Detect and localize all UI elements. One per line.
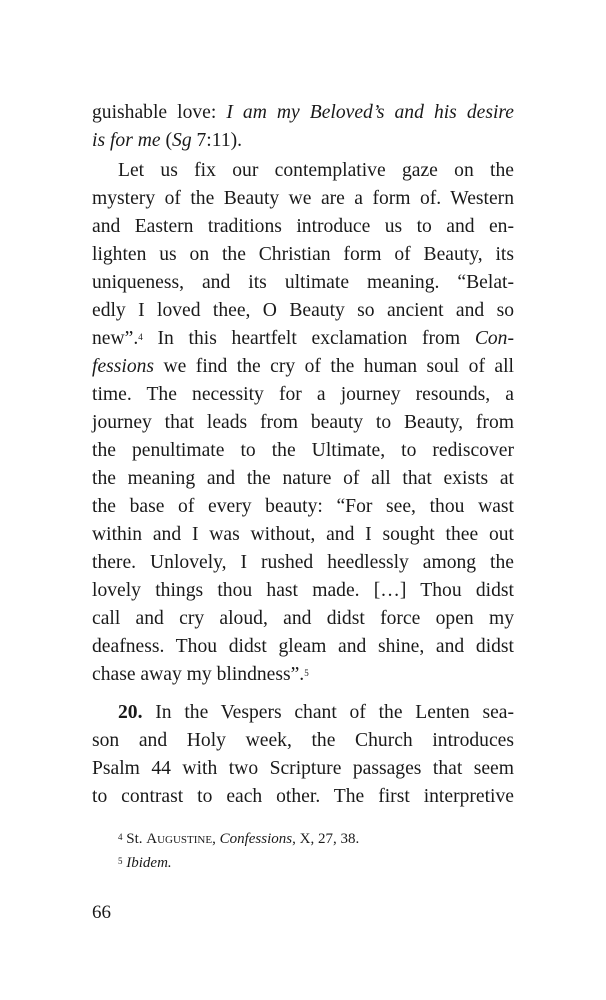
text-line: call and cry aloud, and didst force open my (92, 608, 514, 629)
book-title: Confessions (219, 831, 293, 847)
footnote-marker: 5 (118, 856, 123, 866)
text-run: guishable love: (92, 102, 227, 123)
paragraph-number: 20. (118, 702, 143, 723)
text-run: St. (122, 831, 147, 847)
book-title: fessions (92, 356, 155, 377)
text-run: , X, 27, 38. (292, 831, 360, 847)
text-line (92, 325, 514, 353)
text-line: journey that leads from beauty to Beauty, from (92, 412, 514, 433)
text-line: son and Holy week, the Church introduces (92, 730, 514, 751)
text-line (118, 699, 514, 727)
text-line: mystery of the Beauty we are a form of. Western (92, 188, 514, 209)
text-run: In this heartfelt exclamation from (142, 328, 475, 349)
text-line (92, 661, 514, 689)
footnote-marker: 5 (304, 668, 309, 678)
text-line: within and I was without, and I sought thee out (92, 524, 514, 545)
footnote-5 (118, 853, 538, 873)
text-line: Psalm 44 with two Scripture passages that seem (92, 758, 514, 779)
text-line: the meaning and the nature of all that exists at (92, 468, 514, 489)
footnote-4 (118, 829, 538, 849)
text-run: chase away my blindness”. (92, 664, 305, 685)
text-run: In the Vespers chant of the Lenten sea- (142, 702, 514, 723)
text-line: deafness. Thou didst gleam and shine, and didst (92, 636, 514, 657)
text-line: there. Unlovely, I rushed heedlessly among the (92, 552, 514, 573)
text-line: the penultimate to the Ultimate, to rediscover (92, 440, 514, 461)
text-line: uniqueness, and its ultimate meaning. “Belat- (92, 272, 514, 293)
footnote-text: Ibidem. (122, 855, 172, 871)
text-line (92, 127, 514, 155)
footnote-marker: 4 (118, 832, 123, 842)
text-line: the base of every beauty: “For see, thou wast (92, 496, 514, 517)
scripture-reference: Sg (172, 130, 192, 151)
text-run: , (212, 831, 220, 847)
text-line: edly I loved thee, O Beauty so ancient and so (92, 300, 514, 321)
text-line: Let us fix our contemplative gaze on the (118, 160, 514, 181)
text-run: new”. (92, 328, 139, 349)
book-title: Con- (474, 328, 514, 349)
scripture-quote: I am my Beloved’s and his desire (226, 102, 514, 123)
text-run: we find the cry of the human soul of all (154, 356, 514, 377)
author-name: Augustine (146, 831, 213, 847)
text-line (92, 353, 514, 381)
text-run: 7:11). (191, 130, 243, 151)
text-line: and Eastern traditions introduce us to and en- (92, 216, 514, 237)
text-line: time. The necessity for a journey resounds, a (92, 384, 514, 405)
text-run: ( (160, 130, 173, 151)
scripture-quote: is for me (92, 130, 161, 151)
page-number: 66 (92, 902, 111, 923)
footnote-marker: 4 (138, 332, 143, 342)
text-line (92, 99, 514, 127)
text-line: lovely things thou hast made. […] Thou didst (92, 580, 514, 601)
text-line: lighten us on the Christian form of Beauty, its (92, 244, 514, 265)
text-line: to contrast to each other. The first interpretive (92, 786, 514, 807)
